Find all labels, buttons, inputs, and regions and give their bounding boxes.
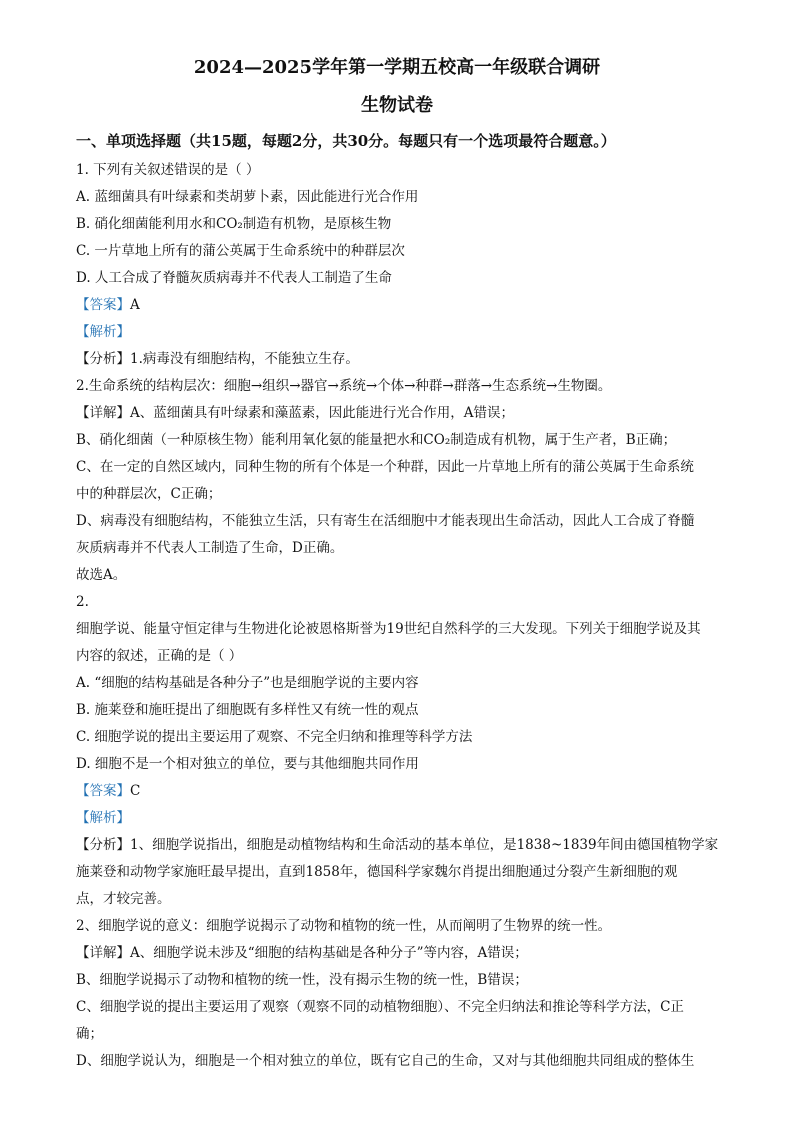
answer-line: [76, 778, 718, 805]
detail-line-c1: C、细胞学说的提出主要运用了观察（观察不同的动植物细胞）、不完全归纳法和推论等科学方法，C正: [76, 999, 684, 1015]
question-stem-2: 内容的叙述，正确的是（ ）: [76, 648, 243, 664]
detail-text: A、细胞学说未涉及“细胞的结构基础是各种分子”等内容，A错误；: [130, 945, 528, 961]
option-d: D. 人工合成了脊髓灰质病毒并不代表人工制造了生命: [76, 270, 392, 286]
detail-line-d2: 灰质病毒并不代表人工制造了生命，D正确。: [76, 540, 344, 556]
xiangjie-tag: 【详解】: [76, 405, 130, 421]
analysis-tag: 【解析】: [76, 324, 130, 340]
section-heading: 一、单项选择题（共15题，每题2分，共30分。每题只有一个选项最符合题意。）: [76, 132, 616, 150]
detail-line-a: [76, 940, 718, 967]
detail-line-c1: C、在一定的自然区域内，同种生物的所有个体是一个种群，因此一片草地上所有的蒲公英属于生命系统: [76, 459, 694, 475]
detail-line-d1: D、病毒没有细胞结构，不能独立生活，只有寄生在活细胞中才能表现出生命活动，因此人工合成了脊髓: [76, 513, 695, 529]
detail-line-d1: D、细胞学说认为，细胞是一个相对独立的单位，既有它自己的生命，又对与其他细胞共同组成的整体生: [76, 1053, 695, 1069]
fenxi-line-2: 2.生命系统的结构层次：细胞→组织→器官→系统→个体→种群→群落→生态系统→生物圈。: [76, 378, 612, 394]
fenxi-line-1c: 点，才较完善。: [76, 891, 171, 907]
xiangjie-tag: 【详解】: [76, 945, 130, 961]
detail-line-b: B、硝化细菌（一种原核生物）能利用氧化氨的能量把水和CO₂制造成有机物，属于生产者，B正确；: [76, 432, 677, 448]
fenxi-line-1: [76, 346, 718, 373]
option-b: B. 施莱登和施旺提出了细胞既有多样性又有统一性的观点: [76, 702, 419, 718]
exam-title: 2024—2025学年第一学期五校高一年级联合调研: [193, 57, 601, 78]
option-a: A. “细胞的结构基础是各种分子”也是细胞学说的主要内容: [76, 675, 419, 691]
analysis-tag: 【解析】: [76, 810, 130, 826]
fenxi-line-1a: [76, 832, 718, 859]
detail-line-a: [76, 400, 718, 427]
fenxi-tag: 【分析】: [76, 837, 130, 853]
answer-value: A: [130, 297, 140, 313]
option-d: D. 细胞不是一个相对独立的单位，要与其他细胞共同作用: [76, 756, 419, 772]
question-number: 2.: [76, 594, 89, 610]
question-stem-1: 细胞学说、能量守恒定律与生物进化论被恩格斯誉为19世纪自然科学的三大发现。下列关于细胞学说及其: [76, 621, 701, 637]
detail-line-b: B、细胞学说揭示了动物和植物的统一性，没有揭示生物的统一性，B错误；: [76, 972, 528, 988]
conclusion-line: 故选A。: [76, 567, 127, 583]
answer-tag: 【答案】: [76, 783, 130, 799]
fenxi-line-2: 2、细胞学说的意义：细胞学说揭示了动物和植物的统一性，从而阐明了生物界的统一性。: [76, 918, 612, 934]
answer-value: C: [130, 783, 141, 799]
detail-line-c2: 中的种群层次，C正确；: [76, 486, 222, 502]
fenxi-tag: 【分析】: [76, 351, 130, 367]
question-2: [76, 589, 718, 1075]
option-c: C. 一片草地上所有的蒲公英属于生命系统中的种群层次: [76, 243, 405, 259]
option-a: A. 蓝细菌具有叶绿素和类胡萝卜素，因此能进行光合作用: [76, 189, 419, 205]
option-b: B. 硝化细菌能利用水和CO₂制造有机物，是原核生物: [76, 216, 392, 232]
analysis-line: [76, 319, 718, 346]
option-c: C. 细胞学说的提出主要运用了观察、不完全归纳和推理等科学方法: [76, 729, 473, 745]
fenxi-line-1b: 施莱登和动物学家施旺最早提出，直到1858年，德国科学家魏尔肖提出细胞通过分裂产生新细胞的观: [76, 864, 678, 880]
fenxi-text: 1、细胞学说指出，细胞是动植物结构和生命活动的基本单位，是1838~1839年间由德国植物学家: [130, 837, 719, 853]
answer-tag: 【答案】: [76, 297, 130, 313]
fenxi-text: 1.病毒没有细胞结构，不能独立生存。: [130, 351, 359, 367]
analysis-line: [76, 805, 718, 832]
detail-line-c2: 确；: [76, 1026, 103, 1042]
question-1: [76, 157, 718, 589]
answer-line: [76, 292, 718, 319]
exam-subtitle: 生物试卷: [361, 95, 433, 116]
question-stem: 1. 下列有关叙述错误的是（ ）: [76, 162, 260, 178]
detail-text: A、蓝细菌具有叶绿素和藻蓝素，因此能进行光合作用，A错误；: [130, 405, 514, 421]
